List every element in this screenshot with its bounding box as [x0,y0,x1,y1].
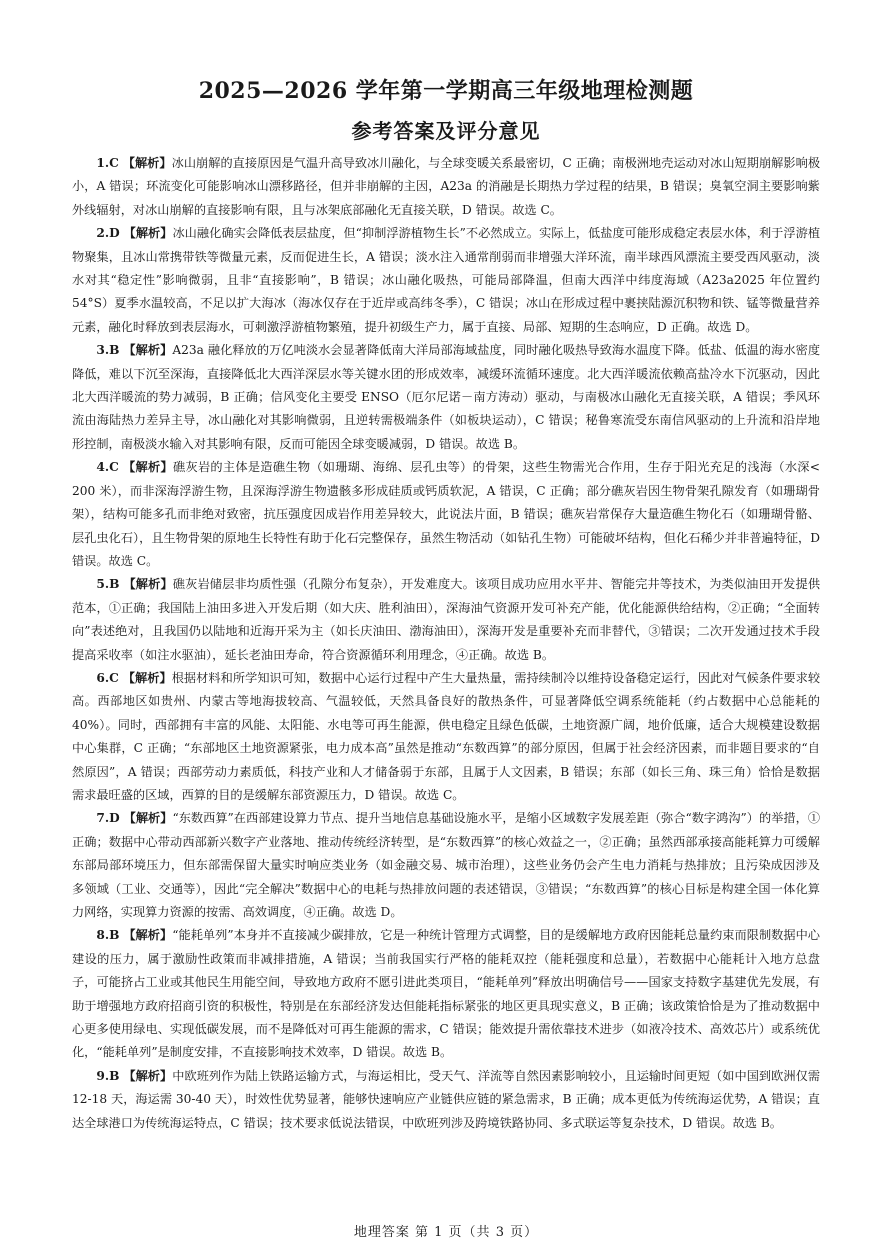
analysis-tag: 【解析】 [122,156,172,170]
answer-item [72,667,820,807]
answer-number: 7. [96,811,110,826]
answer-item [72,339,820,456]
answer-text: “能耗单列”本身并不直接减少碳排放，它是一种统计管理方式调整，目的是缓解地方政府因能耗总量约束而限制数据中心建设的压力，属于激励性政策而非减排措施，A 错误；当前我国实行严格的能耗双控（能耗强度和总量），若数据中心能耗计入地方总盘子，可能挤占工业或其他民生用能空间，导致地方政府不愿引进此类项目，“能耗单列”释放出明确信号——国家支持数字基建优先发展，有助于增强地方政府招商引资的积极性，特别是在东部经济发达但能耗指标紧张的地区更具现实意义，B 正确；该政策恰恰是为了推动数据中心更多使用绿电、实现低碳发展，而不是降低对可再生能源的需求，C 错误；能效提升需依靠技术进步（如液冷技术、高效芯片）或系统优化，“能耗单列”是制度安排，不直接影响技术效率，D 错误。故选 B。 [72,928,820,1060]
answer-text: “东数西算”在西部建设算力节点、提升当地信息基础设施水平，是缩小区域数字发展差距（弥合“数字鸿沟”）的举措，①正确；数据中心带动西部新兴数字产业落地、推动传统经济转型，是“东数西算”的核心效益之一，②正确；虽然西部承接高能耗算力可缓解东部局部环境压力，但东部需保留大量实时响应类业务（如金融交易、城市治理），这些业务仍会产生电力消耗与热排放；且污染成因涉及多领域（工业、交通等），因此“完全解决”数据中心的电耗与热排放问题的表述错误，③错误；“东数西算”的核心目标是构建全国一体化算力网络，实现算力资源的按需、高效调度，④正确。故选 D。 [72,811,821,919]
answer-item [72,807,820,924]
answer-choice: B [109,928,120,943]
analysis-tag: 【解析】 [123,460,173,475]
answer-item [72,456,820,573]
analysis-tag: 【解析】 [123,811,173,826]
answer-text: 礁灰岩储层非均质性强（孔隙分布复杂），开发难度大。该项目成功应用水平井、智能完井等技术，为类似油田开发提供范本，①正确；我国陆上油田多进入开发后期（如大庆、胜利油田），深海油气资源开发可补充产能，优化能源供给结构，②正确；“全面转向”表述绝对，且我国仍以陆地和近海开采为主（如长庆油田、渤海油田），深海开发是重要补充而非替代，③错误；二次开发通过技术手段提高采收率（如注水驱油），延长老油田寿命，符合资源循环利用理念，④正确。故选 B。 [72,577,821,662]
answer-choice: C [109,460,119,475]
answer-choice: B [109,577,120,592]
answer-number: 1. [96,156,110,170]
answer-item [72,924,820,1064]
answer-text: 冰山崩解的直接原因是气温升高导致冰川融化，与全球变暖关系最密切，C 正确；南极洲地壳运动对冰山短期崩解影响极小，A 错误；环流变化可能影响冰山漂移路径，但并非崩解的主因，A23a 的消融是长期热力学过程的结果，B 错误；臭氧空洞主要影响紫外线辐射，对冰山崩解的直接影响有限，且与冰架底部融化无直接关联，D 错误。故选 C。 [72,156,821,217]
answer-number: 6. [96,670,110,685]
analysis-tag: 【解析】 [123,1068,173,1083]
answer-text: A23a 融化释放的万亿吨淡水会显著降低南大洋局部海域盐度，同时融化吸热导致海水温度下降。低盐、低温的海水密度降低，难以下沉至深海，直接降低北大西洋深层水等关键水团的形成效率，减缓环流循环速度。北大西洋暖流依赖高盐冷水下沉驱动，因此北大西洋暖流的势力减弱，B 正确；信风变化主要受 ENSO（厄尔尼诺－南方涛动）驱动，与南极冰山融化无直接关联，A 错误；季风环流由海陆热力差异主导，冰山融化对其影响微弱，且逆转需极端条件（如板块运动），C 错误；秘鲁寒流受东南信风驱动的上升流和沿岸地形控制，南极淡水输入对其影响有限，反而可能因全球变暖减弱，D 错误。故选 B。 [72,343,821,451]
page-footer: 地理答案 第 1 页（共 3 页） [353,1225,539,1240]
analysis-tag: 【解析】 [123,343,173,358]
answer-choice: C [109,670,119,685]
answer-choice: B [109,343,120,358]
answer-choice: D [109,811,120,826]
answer-item [72,573,820,667]
answer-number: 3. [96,343,110,358]
answer-number: 4. [96,460,110,475]
answer-number: 8. [96,928,110,943]
answer-choice: B [109,1068,120,1083]
answer-number: 5. [96,577,110,592]
answer-item [72,1065,820,1135]
analysis-tag: 【解析】 [122,670,172,685]
answer-item [72,152,820,222]
answer-text: 冰山融化确实会降低表层盐度，但“抑制浮游植物生长”不必然成立。实际上，低盐度可能形成稳定表层水体，利于浮游植物聚集，且冰山常携带铁等微量元素，反而促进生长，A 错误；淡水注入通常削弱而非增强大洋环流，南半球西风漂流主要受西风驱动，淡水对其“稳定性”影响微弱，且非“直接影响”，B 错误；冰山融化吸热，可能局部降温，但南大西洋中纬度海域（A23a2025 年位置约 54°S）夏季水温较高，不足以扩大海冰（海冰仅存在于近岸或高纬冬季），C 错误；冰山在形成过程中裹挟陆源沉积物和铁、锰等微量营养元素，融化时释放到表层海水，可刺激浮游植物繁殖，提升初级生产力，属于直接、局部、短期的生态响应，D 正确。故选 D。 [72,226,821,334]
answer-number: 9. [96,1068,110,1083]
answer-text: 礁灰岩的主体是造礁生物（如珊瑚、海绵、层孔虫等）的骨架，这些生物需光合作用，生存于阳光充足的浅海（水深< 200 米），而非深海浮游生物，且深海浮游生物遗骸多形成硅质或钙质软泥，A 错误，C 正确；部分礁灰岩因生物骨架孔隙发育（如珊瑚骨架），结构可能多孔而非绝对致密，抗压强度因成岩作用差异较大，此说法片面，B 错误；礁灰岩常保存大量造礁生物化石（如珊瑚骨骼、层孔虫化石），且生物骨架的原地生长特性有助于化石完整保存，虽然生物活动（如钻孔生物）可能破坏结构，但化石稀少并非普遍特征，D 错误。故选 C。 [72,460,821,568]
page-title: 2025—2026 学年第一学期高三年级地理检测题 [198,78,694,104]
answer-choice: C [109,156,119,170]
page-subtitle: 参考答案及评分意见 [351,119,541,143]
answer-text: 中欧班列作为陆上铁路运输方式，与海运相比，受天气、洋流等自然因素影响较小，且运输时间更短（如中国到欧洲仅需 12-18 天，海运需 30-40 天），时效性优势显著，能够快速响应产业链供应链的紧急需求，B 正确；成本更低为传统海运优势，A 错误；直达全球港口为传统海运特点，C 错误；技术要求低说法错误，中欧班列涉及跨境铁路协同、多式联运等复杂技术，D 错误。故选 B。 [72,1068,821,1130]
answer-item [72,222,820,339]
analysis-tag: 【解析】 [123,226,173,241]
answer-number: 2. [96,226,110,241]
analysis-tag: 【解析】 [123,928,173,943]
answer-text: 根据材料和所学知识可知，数据中心运行过程中产生大量热量，需持续制冷以维持设备稳定运行，因此对气候条件要求较高。西部地区如贵州、内蒙古等地海拔较高、气温较低，天然具备良好的散热条件，可显著降低空调系统能耗（约占数据中心总能耗的 40%）。同时，西部拥有丰富的风能、太阳能、水电等可再生能源，供电稳定且绿色低碳，土地资源广阔，地价低廉，适合大规模建设数据中心集群，C 正确；“东部地区土地资源紧张，电力成本高”虽然是推动“东数西算”的部分原因，但属于社会经济因素，而非题目要求的“自然原因”，A 错误；西部劳动力素质低，科技产业和人才储备弱于东部，且属于人文因素，B 错误；东部（如长三角、珠三角）恰恰是数据需求最旺盛的区域，西算的目的是缓解东部资源压力，D 错误。故选 C。 [72,670,821,802]
answer-list [72,152,820,1135]
answer-choice: D [109,226,120,241]
analysis-tag: 【解析】 [123,577,173,592]
